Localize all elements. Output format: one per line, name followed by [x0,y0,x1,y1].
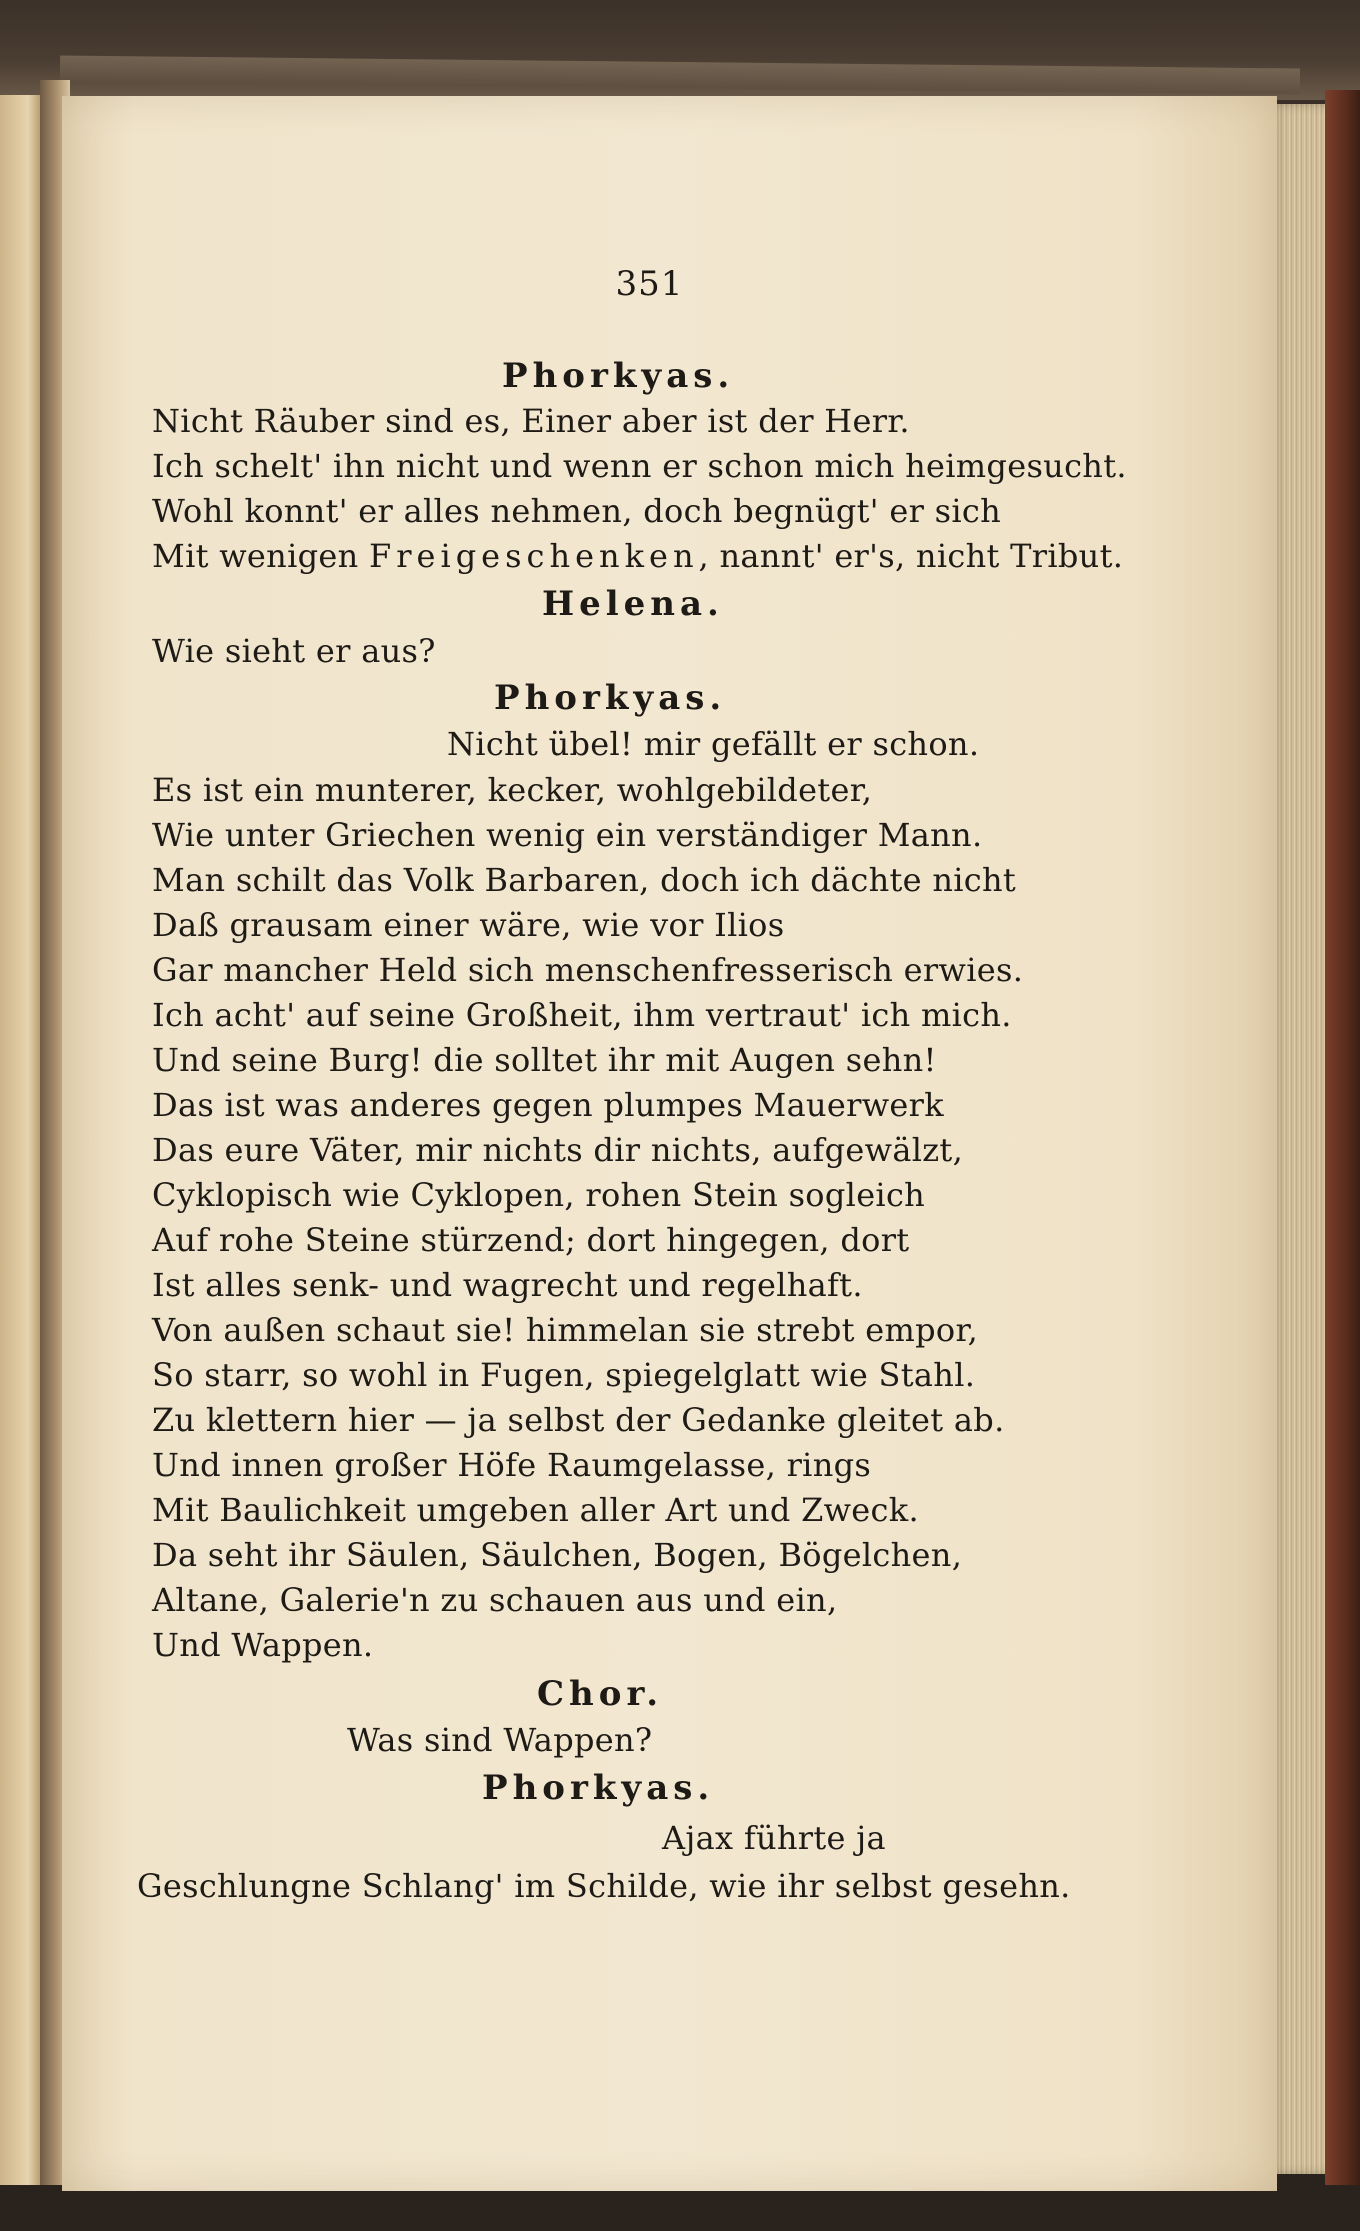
verse-line: Wie sieht er aus? [152,632,436,670]
page-number: 351 [615,264,684,304]
verse-line: So starr, so wohl in Fugen, spiegelglatt wie Stahl. [152,1356,976,1394]
speaker-heading: Helena. [542,584,724,624]
verse-line: Was sind Wappen? [347,1721,653,1759]
verse-line: Mit Baulichkeit umgeben aller Art und Zweck. [152,1491,919,1529]
speaker-heading: Phorkyas. [494,678,727,718]
verse-line: Ich schelt' ihn nicht und wenn er schon mich heimgesucht. [152,447,1127,485]
verse-line: Man schilt das Volk Barbaren, doch ich dächte nicht [152,861,1017,899]
book-cover-bottom [0,2185,1360,2231]
speaker-heading: Chor. [537,1674,664,1714]
verse-line: Und Wappen. [152,1626,374,1664]
verse-line-start: Mit wenigen [152,537,370,575]
verse-line: Und seine Burg! die solltet ihr mit Augen sehn! [152,1041,937,1079]
verse-line: Und innen großer Höfe Raumgelasse, rings [152,1446,872,1484]
emphasized-word: Freigeschenken [369,537,699,575]
verse-line: Cyklopisch wie Cyklopen, rohen Stein sogleich [152,1176,926,1214]
verse-line: Nicht Räuber sind es, Einer aber ist der Herr. [152,402,910,440]
facing-page-edge [0,95,40,2185]
verse-line: Das ist was anderes gegen plumpes Mauerwerk [152,1086,944,1124]
verse-line: Wohl konnt' er alles nehmen, doch begnügt' er sich [152,492,1002,530]
page-text [62,96,1277,2191]
verse-line: Nicht übel! mir gefällt er schon. [447,725,980,763]
speaker-heading: Phorkyas. [502,356,735,396]
verse-line: Es ist ein munterer, kecker, wohlgebildeter, [152,771,873,809]
verse-line: Daß grausam einer wäre, wie vor Ilios [152,906,785,944]
verse-line [152,537,1123,575]
verse-line: Von außen schaut sie! himmelan sie strebt empor, [152,1311,979,1349]
verse-line: Gar mancher Held sich menschenfresserisch erwies. [152,951,1024,989]
verse-line: Ist alles senk- und wagrecht und regelhaft. [152,1266,863,1304]
verse-line: Da seht ihr Säulen, Säulchen, Bogen, Bögelchen, [152,1536,963,1574]
verse-line: Ajax führte ja [662,1819,886,1857]
verse-line: Das eure Väter, mir nichts dir nichts, aufgewälzt, [152,1131,964,1169]
book-page [62,96,1277,2191]
verse-line-end: , nannt' er's, nicht Tribut. [698,537,1124,575]
verse-line: Altane, Galerie'n zu schauen aus und ein, [152,1581,838,1619]
verse-line: Geschlungne Schlang' im Schilde, wie ihr selbst gesehn. [137,1867,1071,1905]
speaker-heading: Phorkyas. [482,1768,715,1808]
verse-line: Auf rohe Steine stürzend; dort hingegen, dort [152,1221,910,1259]
verse-line: Zu klettern hier — ja selbst der Gedanke gleitet ab. [152,1401,1005,1439]
verse-line: Ich acht' auf seine Großheit, ihm vertraut' ich mich. [152,996,1012,1034]
book-cover-edge [1325,90,1360,2200]
verse-line: Wie unter Griechen wenig ein verständiger Mann. [152,816,983,854]
